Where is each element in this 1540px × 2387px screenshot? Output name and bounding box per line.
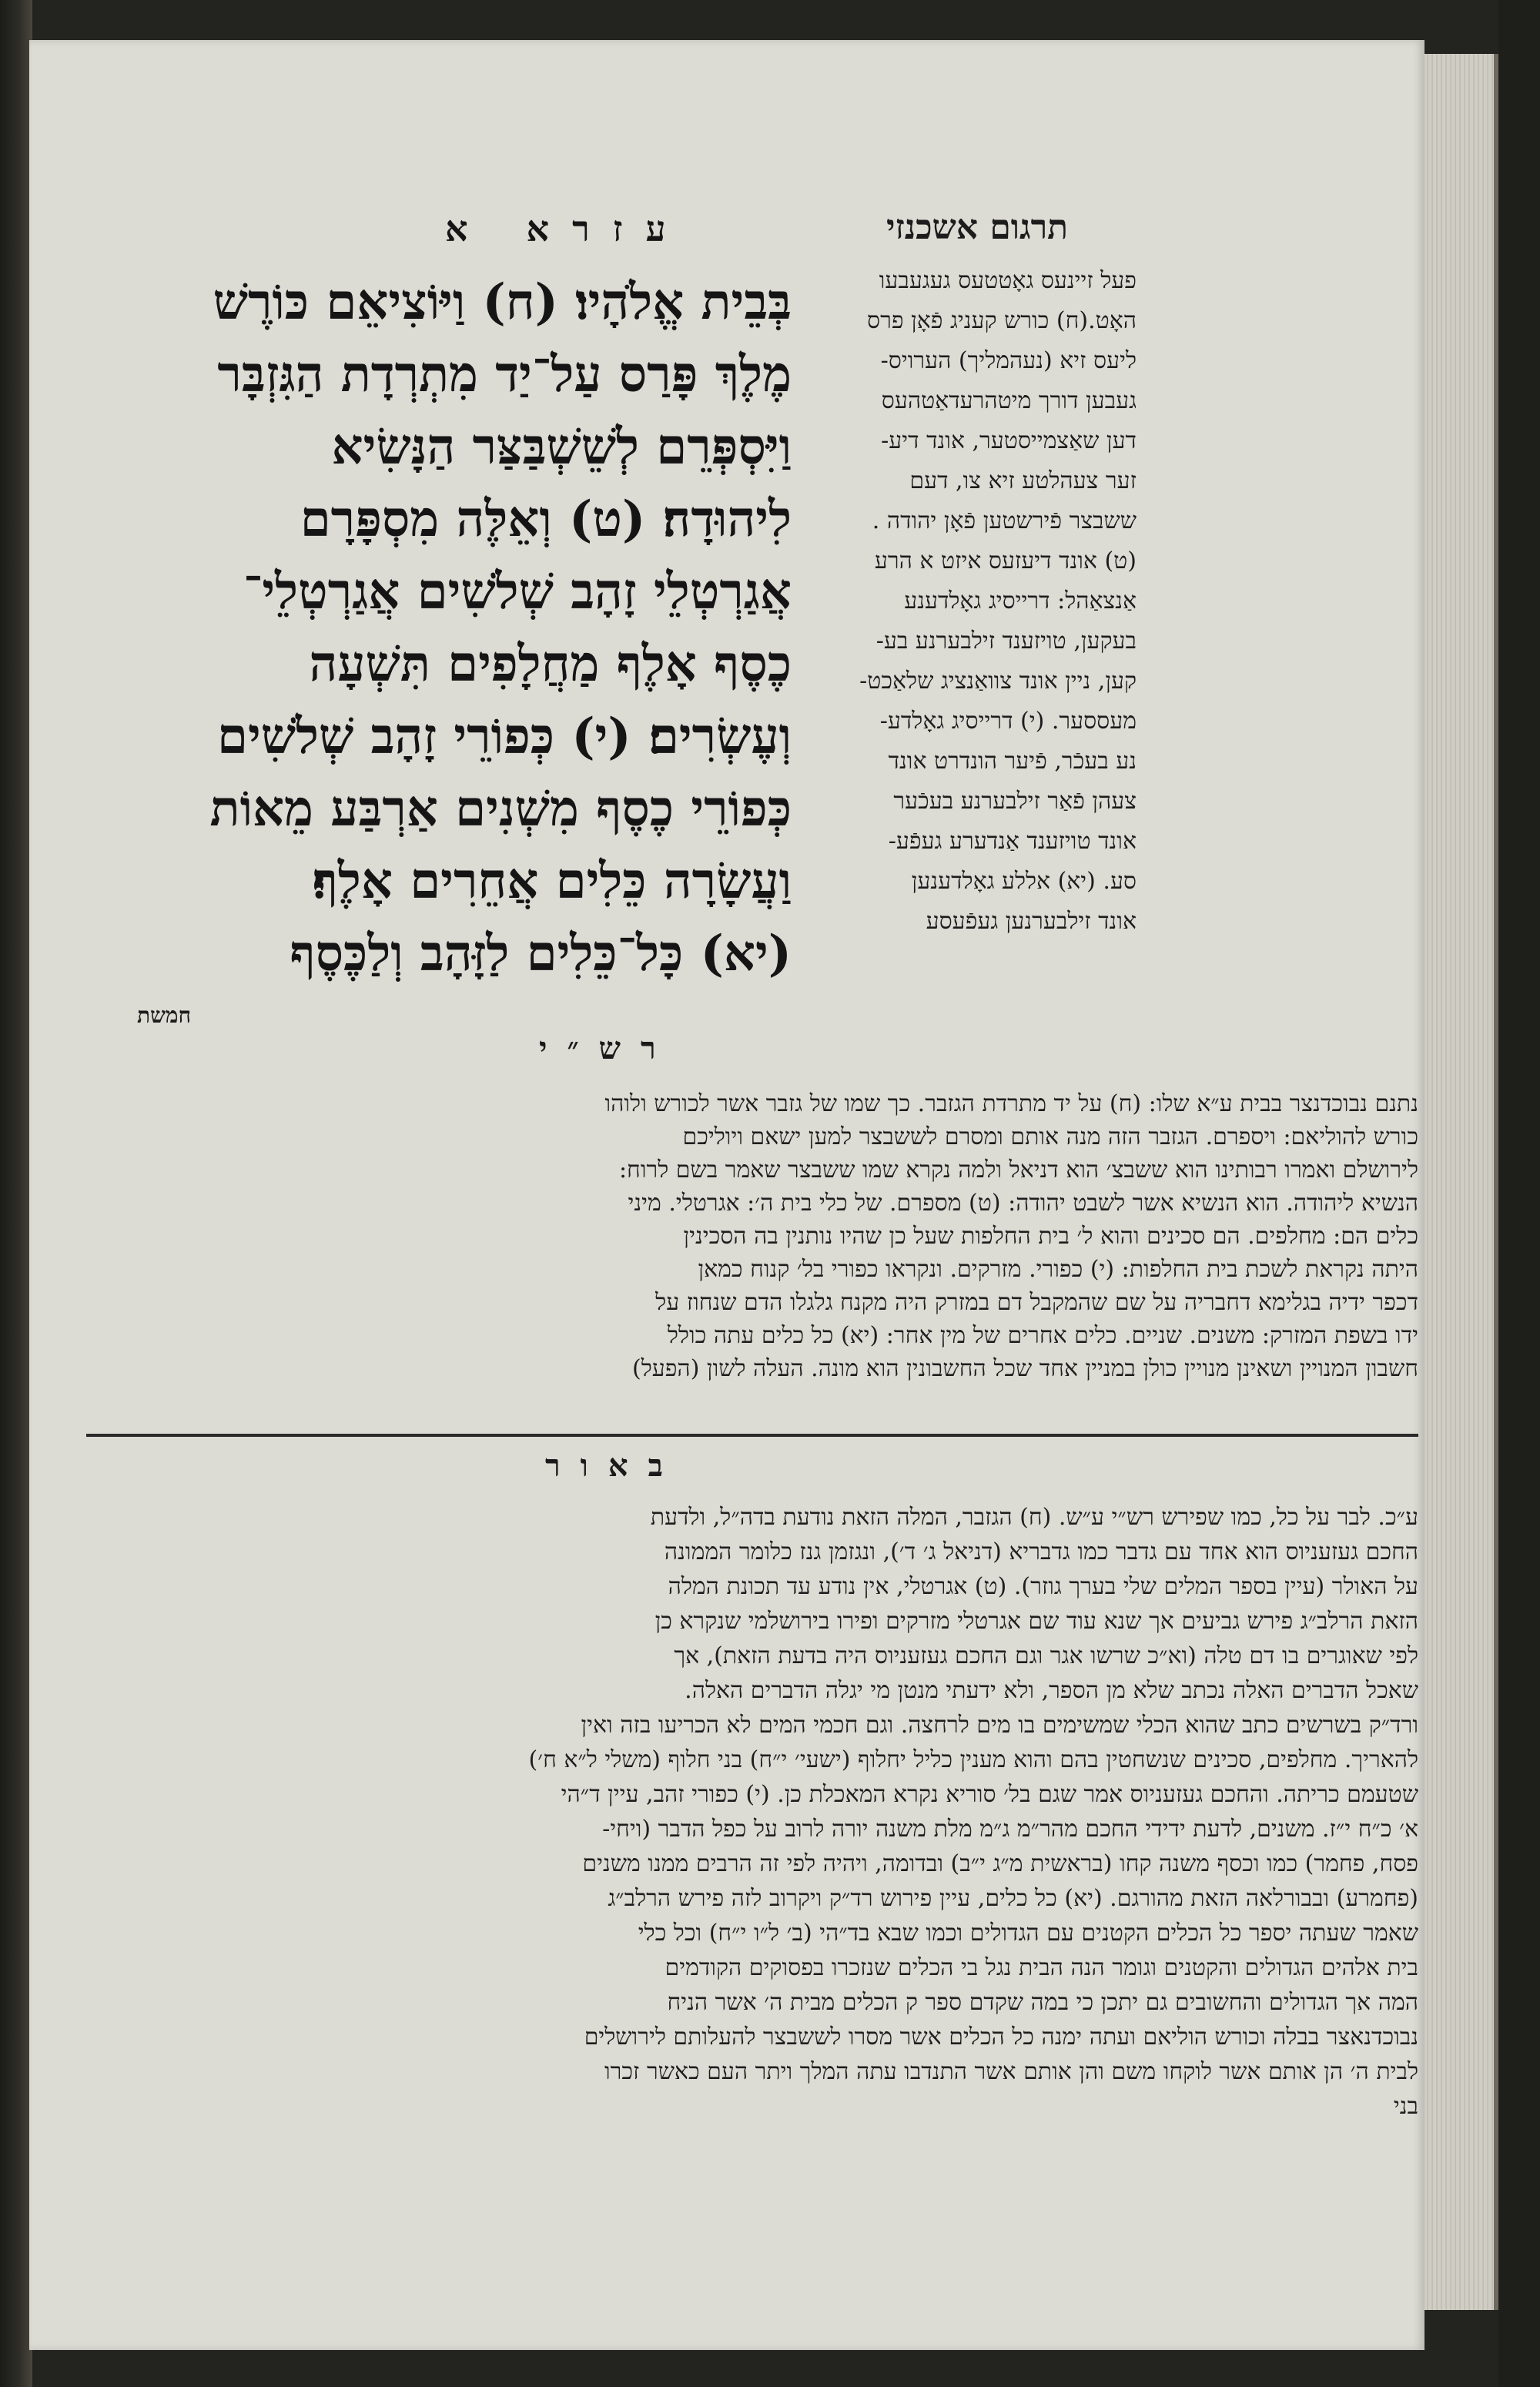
- biur-commentary: [86, 1500, 1418, 2124]
- targum-line: (ט) אונד דיעזעס איזט א הרע: [874, 547, 1137, 574]
- section-divider: [86, 1434, 1418, 1437]
- rashi-line: חשבון המנויין ושאינן מנויין כולן במניין אחד שכל החשבונין הוא מונה. העלה לשון (הפעל): [632, 1355, 1418, 1382]
- biur-line: החכם געזעניוס הוא אחד עם גדבר כמו גדבריא (דניאל ג׳ ד׳), ונגזמן גנז כלומר הממונה: [664, 1538, 1418, 1565]
- running-header: עזרא א: [445, 208, 689, 249]
- rashi-line: כורש להוליאם: ויספרם. הגזבר הזה מנה אותם ומסרם לששבצר למען ישאם ויוליכם: [682, 1123, 1418, 1150]
- rashi-line: הנשיא ליהודה. הוא הנשיא אשר לשבט יהודה: (ט) מספרם. של כלי בית ה׳: אגרטלי. מיני: [628, 1190, 1418, 1217]
- biur-line: א׳ כ״ח י״ז. משנים, לדעת ידידי החכם מהר״מ ג״מ מלת משנה יורה לרוב על כפל הדבר (ויחי-: [602, 1816, 1418, 1843]
- rashi-line: לירושלם ואמרו רבותינו הוא ששבצ׳ הוא דניאל ולמה נקרא שמו ששבצר שאמר בשם לרוח:: [618, 1157, 1418, 1183]
- biur-line: ורד״ק בשרשים כתב שהוא הכלי שמשימים בו מים לרחצה. וגם חכמי המים לא הכריעו בזה ואין: [581, 1712, 1418, 1739]
- targum-line: אונד טויזענד אַנדערע געפֿע-: [888, 828, 1137, 855]
- rashi-line: היתה נקראת לשכת בית החלפות: (י) כפורי. מזרקים. ונקראו כפורי בל׳ קנוח כמאן: [698, 1256, 1418, 1283]
- biur-line: שטעמם כריתה. והחכם געזעניוס אמר שגם בל׳ סוריא נקרא המאכלת כן. (י) כפורי זהב, עיין ד״הי: [561, 1781, 1418, 1808]
- targum-line: זער צעהלטע זיא צו, דעם: [909, 467, 1137, 494]
- biur-line: ע״כ. לבר על כל, כמו שפירש רש״י ע״ש. (ח) הגזבר, המלה הזאת נודעת בדה״ל, ולדעת: [650, 1504, 1418, 1531]
- biur-line: המה אך הגדולים והחשובים גם יתכן כי במה שקדם ספר ק הכלים מבית ה׳ אשר הניח: [667, 1989, 1418, 2016]
- biur-line: בני: [1393, 2093, 1418, 2120]
- verse-line: לִיהוּדָה׃ (ט) וְאֵלֶּה מִסְפָּרָם: [300, 490, 792, 548]
- verse-line: וְעֶשְׂרִים׃ (י) כְּפוֹרֵי זָהָב שְׁלֹשִׁים: [217, 708, 792, 765]
- targum-column: [818, 208, 1137, 942]
- biur-line: לפי שאוגרים בו דם טלה (וא״כ שרשו אגר וגם החכם געזעניוס היה בדעת הזאת), אך: [674, 1642, 1418, 1669]
- main-text-column: [106, 208, 792, 990]
- verse-line: כְּפוֹרֵי כֶסֶף מִשְׁנִים אַרְבַּע מֵאוֹת: [209, 780, 792, 838]
- rashi-line: דכפר ידיה בגלימא דחבריה על שם שהמקבל דם במזרק היה מקנח גלגלו הדם שנחוז על: [655, 1289, 1418, 1316]
- targum-line: האָט.(ח) כורש קעניג פֿאָן פרס: [867, 307, 1137, 334]
- targum-line: בעקען, טויזענד זילבערנע בע-: [875, 628, 1137, 654]
- rashi-title: רש״י: [539, 1030, 676, 1066]
- biur-line: נבוכדנאצר בבלה וכורש הוליאם ועתה ימנה כל הכלים אשר מסרו לששבצר להעלותם לירושלים: [584, 2024, 1418, 2051]
- targum-title: תרגום אשכנזי: [886, 208, 1069, 247]
- rashi-commentary: [86, 1087, 1418, 1385]
- targum-line: אונד זילבערנען געפֿעסע: [926, 908, 1137, 935]
- verse-line: (יא) כָּל־כֵּלִים לַזָּהָב וְלַכֶּסֶף: [290, 925, 792, 983]
- targum-line: פעל זיינעס גאָטטעס געגעבעו: [879, 267, 1137, 294]
- targum-line: קען, ניין אונד צוואַנציג שלאַכט-: [859, 668, 1137, 695]
- rashi-line: כלים הם: מחלפים. הם סכינים והוא ל׳ בית החלפות שעל כן שהיו נותנין בה הסכינין: [683, 1223, 1418, 1250]
- targum-line: מעססער. (י) דרייסיג גאָלדע-: [879, 708, 1137, 735]
- rashi-line: נתנם נבוכדנצר בבית ע״א שלו: (ח) על יד מתרדת הגזבר. כך שמו של גזבר אשר לכורש ולוהו: [604, 1090, 1418, 1117]
- verse-line: כֶסֶף אָלֶף מַחֲלָפִים תִּשְׁעָה: [309, 635, 792, 693]
- verse-line: אֲגַרְטְלֵי זָהָב שְׁלֹשִׁים אֲגַרְטְלֵי־: [243, 563, 792, 621]
- biur-line: הזאת הרלב״ג פירש גביעים אך שנא עוד שם אגרטלי מזרקים ופירו בירושלמי שנקרא כן: [654, 1608, 1418, 1635]
- biur-title: באור: [545, 1448, 683, 1484]
- biur-line: פסח, פחמר) כמו וכסף משנה קחו (בראשית מ״ג י״ב) ובדומה, ויהיה לפי זה הרבים ממנו משנים: [582, 1850, 1418, 1877]
- targum-line: נע בעכֿר, פֿיער הונדרט אונד: [888, 748, 1137, 775]
- biur-line: שאמר שעתה יספר כל הכלים הקטנים עם הגדולים וכמו שבא בד״הי (ב׳ ל״ו י״ח) וכל כלי: [638, 1920, 1418, 1947]
- biur-line: (פחמרע) ובבורלאה הזאת מהורגם. (יא) כל כלים, עיין פירוש רד״ק ויקרוב לזה פירש הרלב״ג: [608, 1885, 1418, 1912]
- book-spine-edge: [0, 0, 32, 2387]
- catchword: חמשת: [137, 1003, 192, 1028]
- biur-line: בית אלהים הגדולים והקטנים וגומר הנה הבית נגל בי הכלים שנזכרו בפסוקים הקודמים: [665, 1954, 1418, 1981]
- page-edges-stack: [1424, 54, 1498, 2310]
- targum-line: געבען דורך מיטהרעדאַטהעס: [881, 387, 1137, 414]
- biur-line: לבית ה׳ הן אותם אשר לוקחו משם והן אותם אשר התנדבו עתה המלך ויתר העם כאשר זכרו: [604, 2058, 1418, 2085]
- targum-line: צעהן פֿאַר זילבערנע בעכֿער: [893, 788, 1137, 815]
- verse-line: מֶלֶךְ פָּרַס עַל־יַד מִתְרְדָת הַגִּזְבָּר: [217, 346, 792, 403]
- biur-line: על האולר (עיין בספר המלים שלי בערך גוזר). (ט) אגרטלי, אין נודע עד תכונת המלה: [668, 1573, 1418, 1600]
- verse-line: וַיִּסְפְּרֵם לְשֵׁשְׁבַּצַּר הַנָּשִׂיא: [331, 418, 792, 476]
- biur-line: שאכל הדברים האלה נכתב שלא מן הספר, ולא ידעתי מנטן מי יגלה הדברים האלה.: [685, 1677, 1418, 1704]
- targum-line: ששבצר פֿירשטען פֿאָן יהודה .: [872, 507, 1137, 534]
- targum-line: ליעס זיא (נעהמליך) הערויס-: [880, 347, 1137, 374]
- verse-line: וַעֲשָׂרָה כֵּלִים אֲחֵרִים אָלֶף׃: [312, 852, 792, 910]
- targum-line: דען שאַצמייסטער, אונד דיע-: [881, 427, 1137, 454]
- background-right: [1498, 0, 1540, 2387]
- rashi-line: ידו בשפת המזרק: משנים. שניים. כלים אחרים של מין אחר: (יא) כל כלים עתה כולל: [667, 1322, 1418, 1349]
- targum-line: אַנצאַהל: דרייסיג גאָלדענע: [904, 588, 1137, 614]
- biur-line: להאריך. מחלפים, סכינים שנשחטין בהם והוא מענין כליל יחלוף (ישעי׳ י״ח) בני חלוף (משלי ל״א ח׳): [528, 1746, 1418, 1773]
- verse-line: בְּבֵית אֱלֹהָיו׃ (ח) וַיּוֹצִיאֵם כּוֹרֶשׁ: [213, 273, 792, 331]
- targum-line: סע. (יא) אללע גאָלדענען: [911, 868, 1137, 895]
